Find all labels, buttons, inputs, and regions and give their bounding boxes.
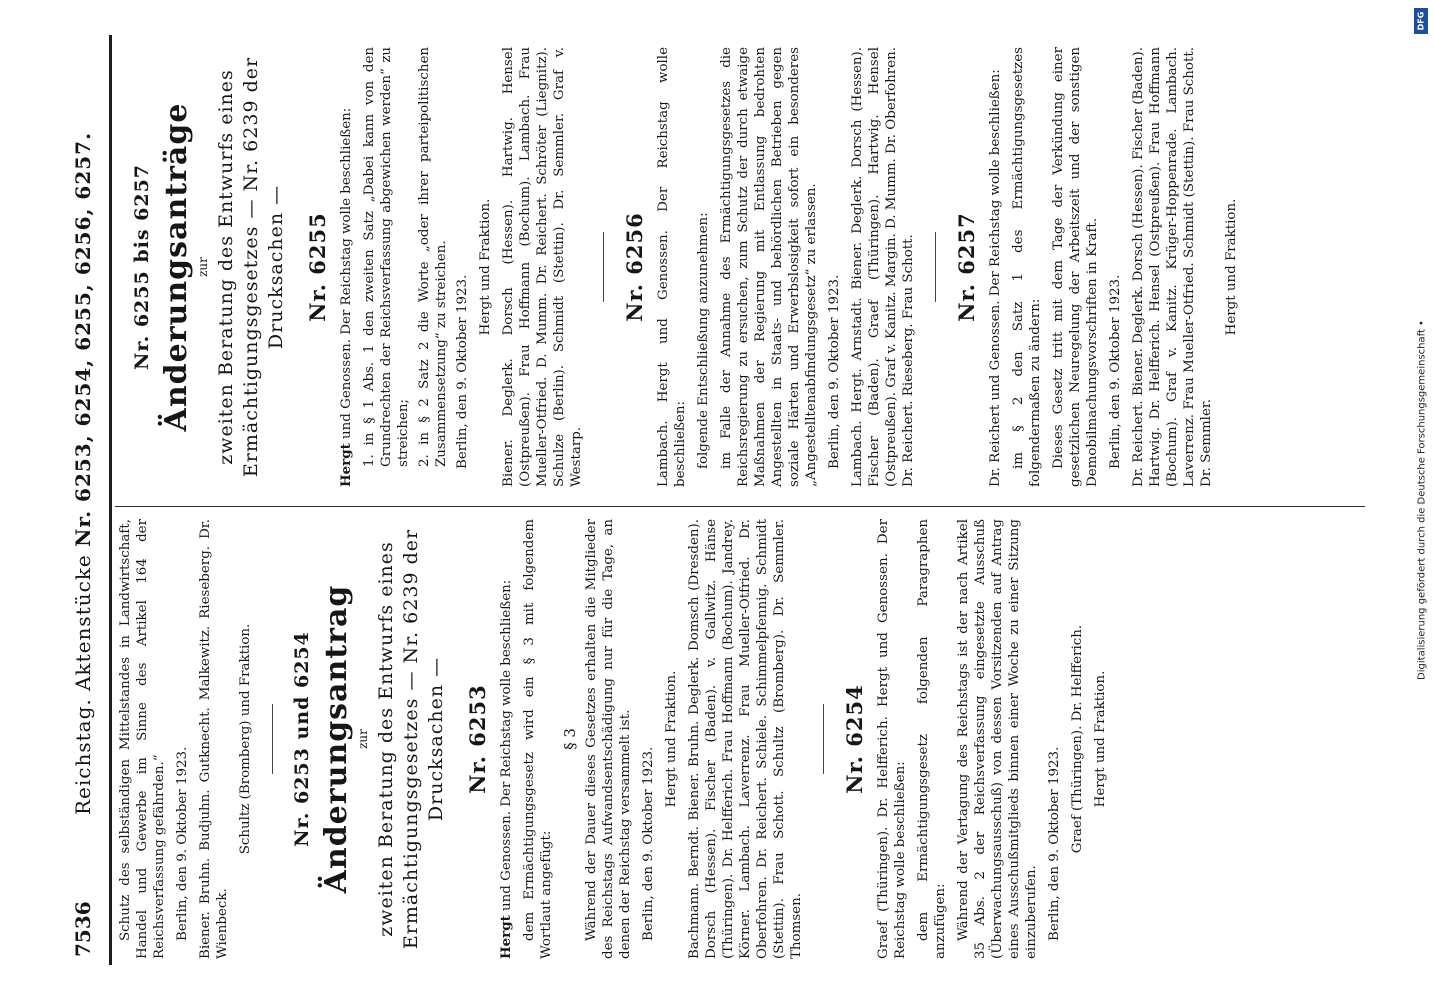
section-divider — [603, 232, 604, 302]
paragraph-sign: § 3 — [561, 728, 579, 750]
motion-intro-6256: Lambach. Hergt und Genossen. Der Reichstag wolle beschließen: — [656, 47, 688, 487]
section-divider — [935, 232, 936, 302]
block-zur: zur — [356, 729, 370, 749]
motion-date-6255: Berlin, den 9. Oktober 1923. — [455, 274, 470, 469]
dfg-credit-strip — [1410, 0, 1434, 1000]
motion-signers-6253: Bachmann. Berndt. Biener. Bruhn. Deglerk. Domsch (Dresden). Dorsch (Hessen). Fischer (Baden). v. Gallwitz. Hänse (Thüringen). Dr. Helfferich. Frau Hoffmann (Bochum). Jandrey. Körner. Lambach. Laverrenz. Frau Mueller-Otfried. Dr. Oberfohren. Dr. Reichert. Schiele. Schimmelpfennig. Schmidt (Stettin). Frau Schott. Schultz (Bromberg). Dr. Semmler. Thomsen. — [687, 519, 804, 959]
continued-date: Berlin, den 9. Oktober 1923. — [175, 746, 190, 941]
motion-date-6253: Berlin, den 9. Oktober 1923. — [641, 746, 656, 941]
section-divider — [823, 704, 824, 774]
document-page — [65, 35, 1385, 965]
running-header — [65, 35, 105, 965]
page-number: 7536 — [71, 901, 95, 957]
block-title: Änderungsanträge — [159, 102, 194, 432]
section-heading-6257: Nr. 6257 — [954, 212, 979, 322]
motion-date-6257: Berlin, den 9. Oktober 1923. — [1108, 274, 1123, 469]
section-heading-6255: Nr. 6255 — [305, 212, 330, 322]
motion-intro-6253 — [498, 519, 515, 959]
motion-signers-6254: Graef (Thüringen). Dr. Helfferich. — [1070, 624, 1085, 854]
motion-signers-6255: Biener. Deglerk. Dorsch (Hessen). Hartwig. Hensel (Ostpreußen). Frau Hoffmann (Bochum). Lambach. Frau Mueller-Otfried. D. Mumm. Dr. Reichert. Schröter (Liegnitz). Schulze (Berlin). Schmidt (Stettin). Dr. Semmler. Graf v. Westarp. — [501, 47, 584, 487]
motion-signers-6256: Lambach. Hergt. Arnstadt. Biener. Deglerk. Dorsch (Hessen). Fischer (Baden). Graef (Thüringen). Hartwig. Hensel (Ostpreußen). Graf v. Kanitz. Margin. D. Mumm. Dr. Oberfohren. Dr. Reichert. Rieseberg. Frau Schott. — [850, 47, 916, 487]
motion-text-6256: im Falle der Annahme des Ermächtigungsgesetzes die Reichsregierung zu ersuchen, zum Schutz der durch etwaige Maßnahmen der Regierung mit Entlassung bedrohten Angestellten in Staats- und behördlichen Betrieben gegen soziale Härten und Erwerbslosigkeit sofort ein besonderes „Angestelltenabfindungsgesetz“ zu erlassen. — [719, 47, 819, 487]
block-number: Nr. 6253 und 6254 — [291, 631, 313, 847]
continued-signers: Biener. Bruhn. Budjuhn. Gutknecht. Malkewitz. Riesеberg. Dr. Wienbeck. — [198, 519, 230, 959]
motion-fraktion-6253: Hergt und Fraktion. — [664, 670, 679, 808]
motion-date-6256: Berlin, den 9. Oktober 1923. — [827, 274, 842, 469]
motion-line-6256: folgende Entschließung anzunehmen: — [696, 212, 711, 469]
motion-line-6254: dem Ermächtigungsgesetz folgenden Paragraphen anzufügen: — [916, 519, 948, 959]
running-title — [71, 132, 95, 815]
left-column — [117, 519, 1115, 959]
dfg-logo: DFG — [1414, 8, 1428, 34]
funding-note: Digitalisierung gefördert durch die Deutsche Forschungsgemeinschaft • — [1416, 320, 1428, 680]
section-heading-6256: Nr. 6256 — [622, 212, 647, 322]
block-subtitle: zweiten Beratung des Entwurfs eines Ermächtigungsgesetzes — Nr. 6239 der Drucksachen — — [215, 56, 287, 478]
section-heading-6253: Nr. 6253 — [465, 684, 490, 794]
block-number: Nr. 6255 bis 6257 — [131, 163, 153, 371]
continued-fraktion: Schultz (Bromberg) und Fraktion. — [238, 623, 253, 855]
right-column — [117, 47, 1246, 487]
section-heading-6254: Nr. 6254 — [842, 684, 867, 794]
motion-text-6253: Während der Dauer dieses Gesetzes erhalten die Mitglieder des Reichstags Aufwandsentschädigung nur für die Tage, an denen der Reichstag versammelt ist. — [584, 519, 633, 959]
column-divider — [115, 506, 1365, 507]
motion-text-6257: Dieses Gesetz tritt mit dem Tage der Verkündung einer gesetzlichen Neuregelung der Arbeitszeit und der sonstigen Demobilmachungsvorschriften in Kraft. — [1051, 47, 1100, 487]
motion-fraktion-6254: Hergt und Fraktion. — [1093, 670, 1108, 808]
motion-item-2: 2. in § 2 Satz 2 die Worte „oder ihrer parteipolitischen Zusammensetzung“ zu streichen. — [417, 47, 449, 467]
motion-line-6253: dem Ermächtigungsgesetz wird ein § 3 mit folgendem Wortlaut angefügt: — [522, 519, 554, 959]
motion-fraktion-6257: Hergt und Fraktion. — [1224, 198, 1239, 336]
motion-intro-6255 — [338, 47, 355, 487]
motion-intro-6254: Graef (Thüringen). Dr. Helfferich. Hergt und Genossen. Der Reichstag wolle beschließen: — [876, 519, 908, 959]
motion-fraktion-6255: Hergt und Fraktion. — [478, 198, 493, 336]
motion-date-6254: Berlin, den 9. Oktober 1923. — [1047, 746, 1062, 941]
section-divider — [272, 704, 273, 774]
motion-item-1: 1. in § 1 Abs. 1 den zweiten Satz „Dabei kann von den Grundrechten der Reichsverfassung abgewichen werden“ zu streichen; — [362, 47, 411, 467]
mover-name: Hergt — [338, 443, 354, 487]
block-subtitle: zweiten Beratung des Entwurfs eines Ermächtigungsgesetzes — Nr. 6239 der Drucksachen — — [375, 528, 447, 950]
continued-text: Schutz des selbständigen Mittelstandes in Landwirtschaft, Handel und Gewerbe im Sinne des Artikel 164 der Reichsverfassung gefährden.“ — [118, 519, 167, 959]
block-title: Änderungsantrag — [319, 584, 354, 894]
motion-signers-6257: Dr. Reichert. Biener. Deglerk. Dorsch (Hessen). Fischer (Baden). Hartwig. Dr. Helfferich. Hensel (Ostpreußen). Frau Hoffmann (Bochum). Graf v. Kanitz. Krüger-Hoppenrade. Lambach. Laverrenz. Frau Mueller-Otfried. Schmidt (Stettin). Frau Schott. Dr. Semmler. — [1131, 47, 1214, 487]
header-rule — [109, 35, 112, 965]
motion-intro-6257: Dr. Reichert und Genossen. Der Reichstag wolle beschließen: — [988, 69, 1003, 487]
motion-line-6257: im § 2 den Satz 1 des Ermächtigungsgesetzes folgendermaßen zu ändern: — [1011, 47, 1043, 487]
intro-text: und Genossen. Der Reichstag wolle beschließen: — [339, 107, 354, 439]
mover-name: Hergt — [498, 915, 514, 959]
running-title-prefix: Reichstag. Aktenstücke — [71, 554, 95, 815]
motion-text-6254: Während der Vertagung des Reichstags ist der nach Artikel 35 Abs. 2 der Reichsverfassung eingesetzte Ausschuß (Überwachungsausschuß) von dessen Vorsitzenden auf Antrag eines Ausschußmitglieds binnen einer Woche zu einer Sitzung einzuberufen. — [956, 519, 1039, 959]
running-title-numbers: Nr. 6253, 6254, 6255, 6256, 6257. — [71, 131, 95, 547]
intro-text: und Genossen. Der Reichstag wolle beschließen: — [499, 579, 514, 911]
block-zur: zur — [196, 257, 210, 277]
